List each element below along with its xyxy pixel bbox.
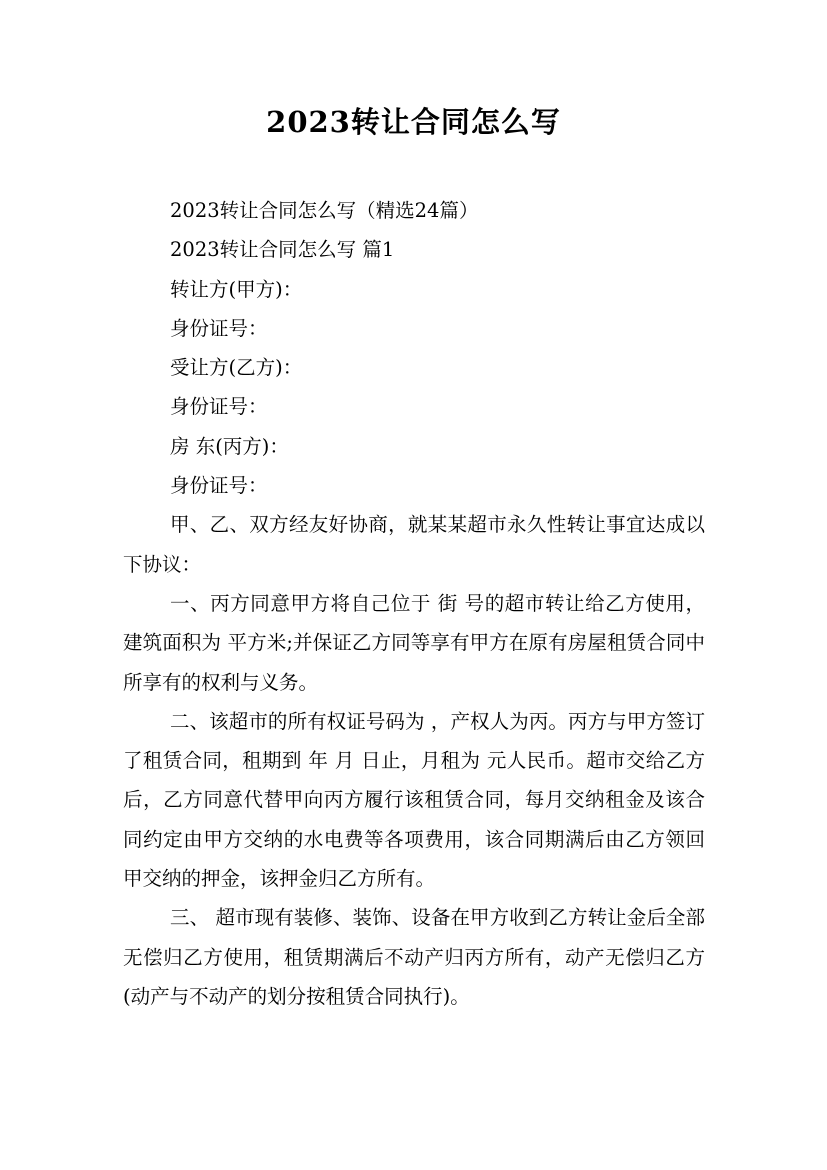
party-a-label: 转让方(甲方)： [170,277,303,301]
document-body [123,191,705,1016]
party-b-id-label: 身份证号： [170,395,268,419]
section-heading: 2023转让合同怎么写 篇1 [170,238,395,262]
party-b-label: 受让方(乙方)： [170,356,303,380]
party-a-id-label: 身份证号： [170,316,268,340]
party-c-id-label: 身份证号： [170,474,268,498]
clause-3: 三、 超市现有装修、装饰、设备在甲方收到乙方转让金后全部无偿归乙方使用，租赁期满后不动产归丙方所有，动产无偿归乙方(动产与不动产的划分按租赁合同执行)。 [123,906,705,1008]
clause-2: 二、该超市的所有权证号码为 ，产权人为丙。丙方与甲方签订了租赁合同，租期到 年 月 日止，月租为 元人民币。超市交给乙方后，乙方同意代替甲向丙方履行该租赁合同，每月交纳租金及该合同约定由甲方交纳的水电费等各项费用，该合同期满后由乙方领回甲交纳的押金，该押金归乙方所有。 [123,709,705,891]
document-title: 2023转让合同怎么写 [266,105,561,139]
intro-paragraph: 甲、乙、双方经友好协商，就某某超市永久性转让事宜达成以下协议： [123,513,705,576]
document-subtitle: 2023转让合同怎么写（精选24篇） [170,199,479,222]
clause-1: 一、丙方同意甲方将自己位于 街 号的超市转让给乙方使用，建筑面积为 平方米;并保证乙方同等享有甲方在原有房屋租赁合同中所享有的权利与义务。 [123,591,705,694]
party-c-label: 房 东(丙方)： [170,434,289,458]
